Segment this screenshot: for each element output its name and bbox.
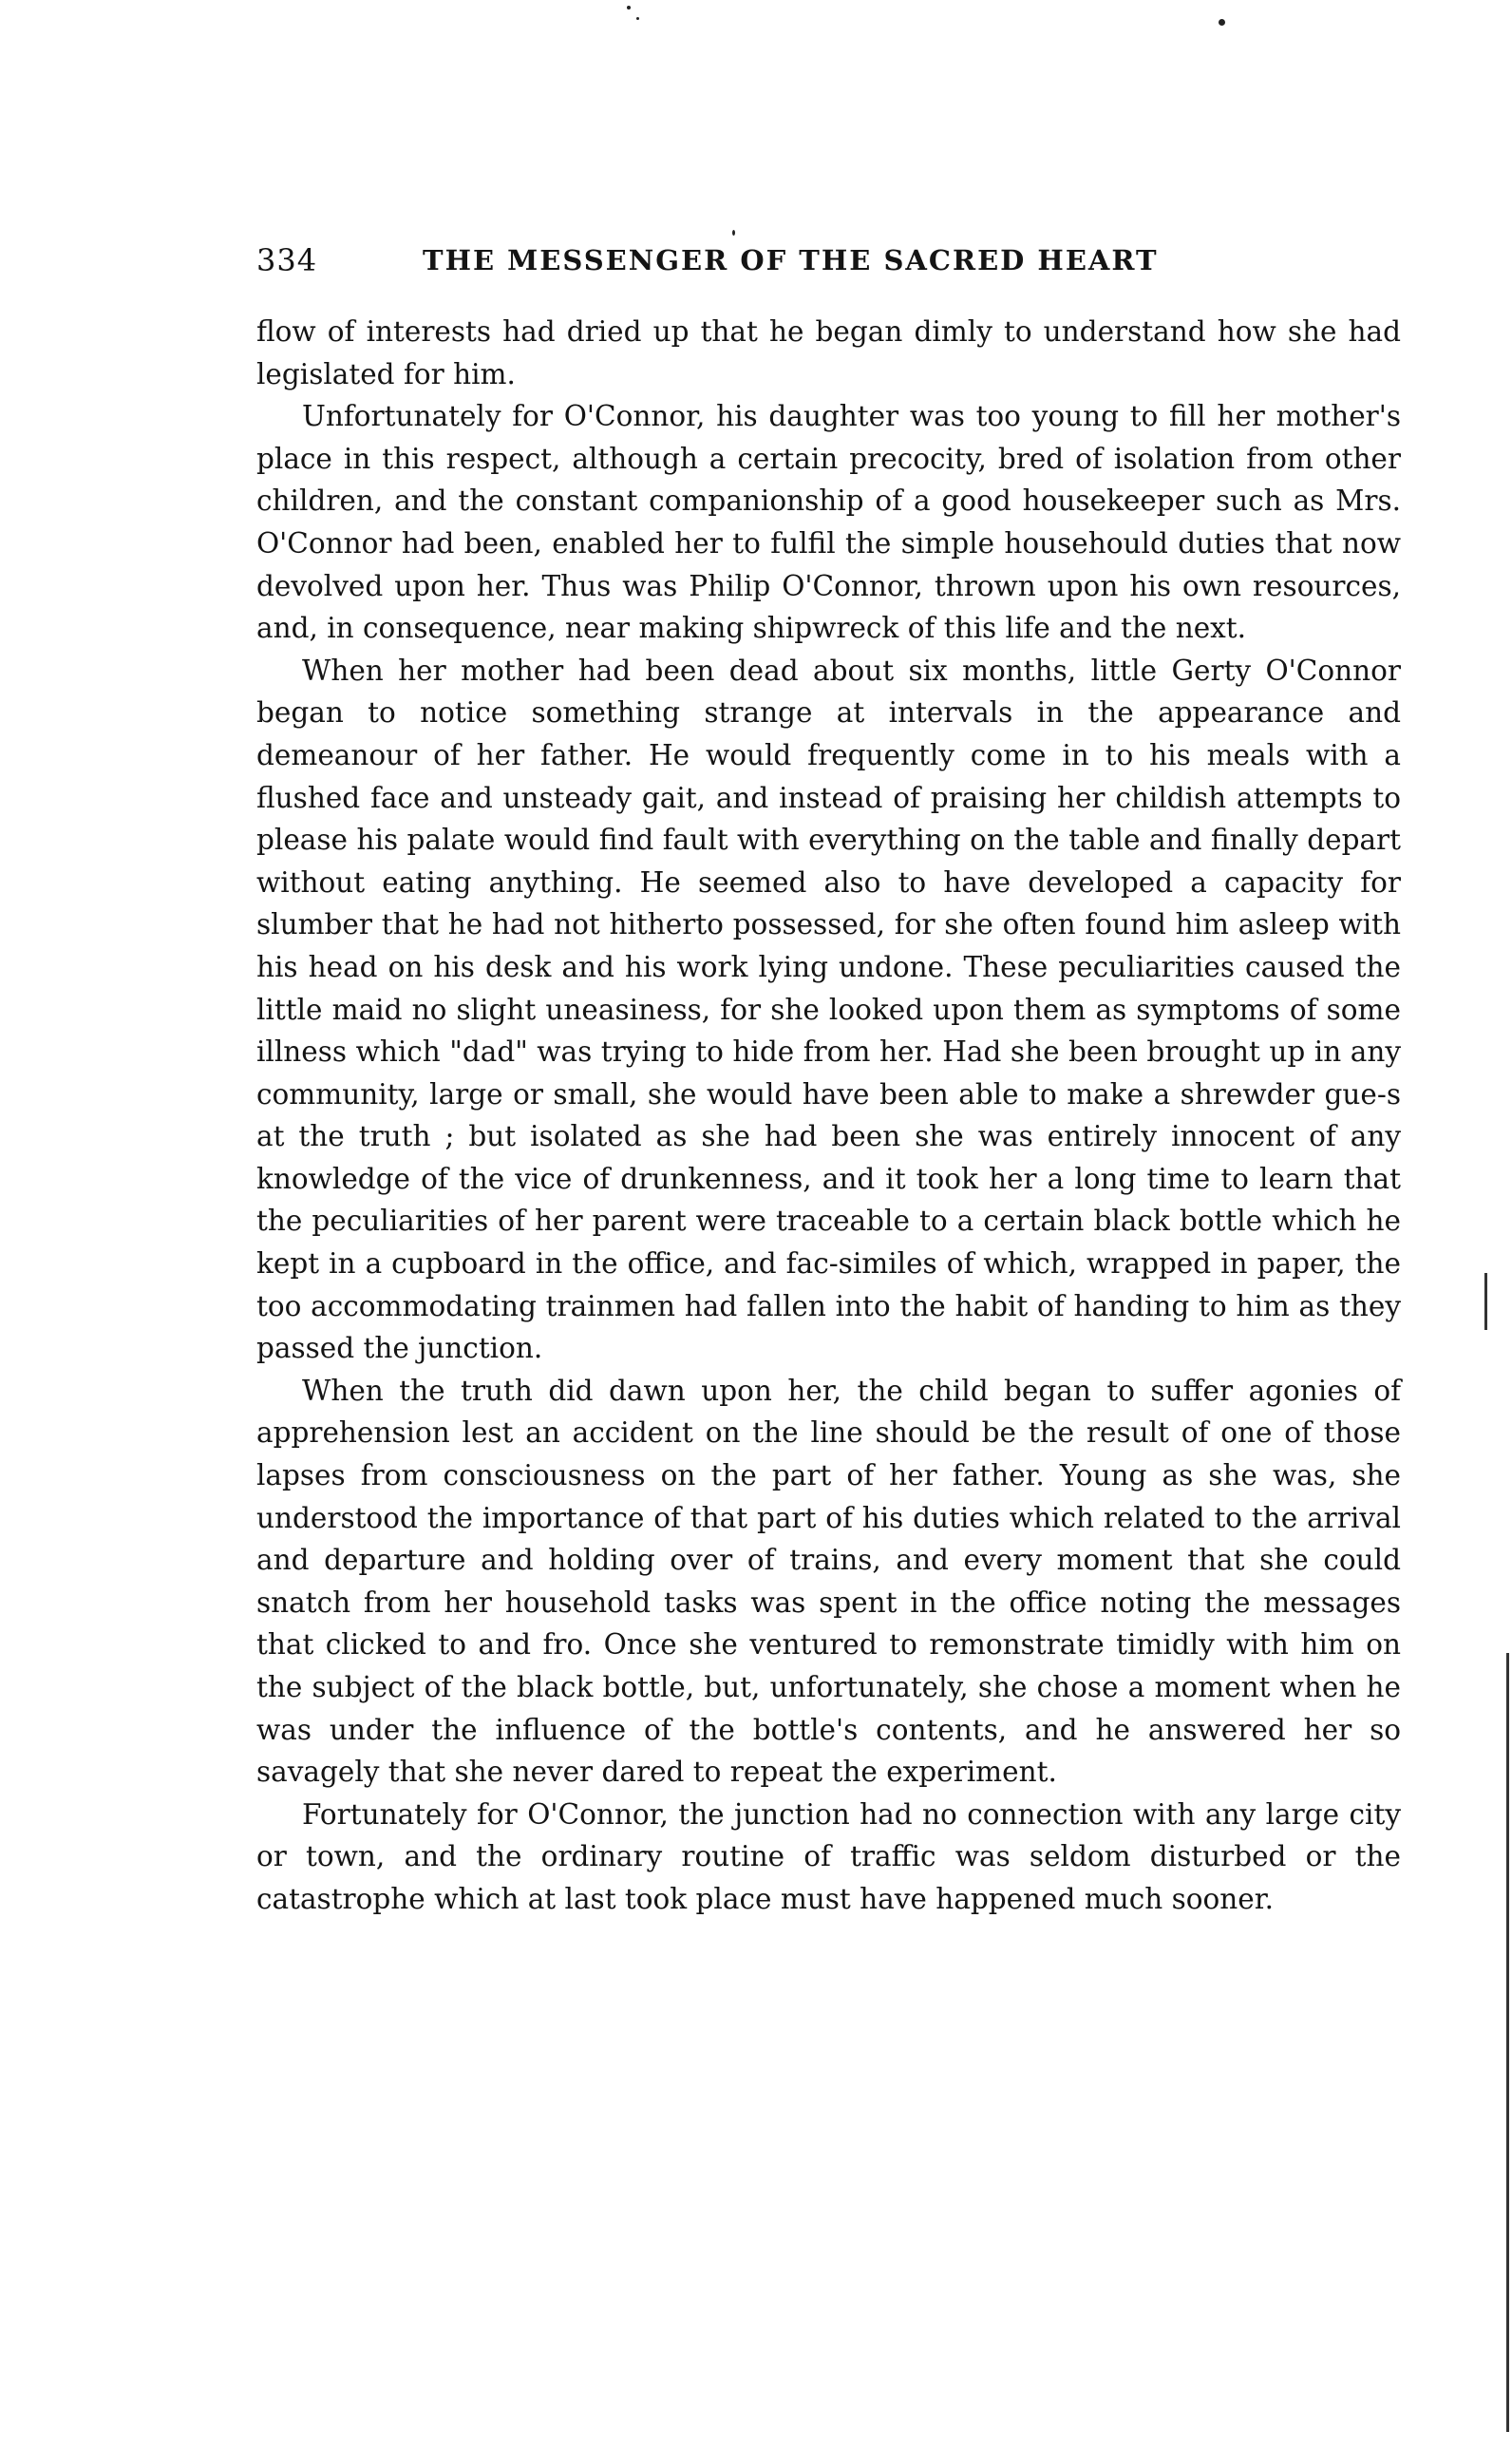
book-page	[256, 242, 1401, 1921]
paragraph: Unfortunately for O'Connor, his daughter was too young to fill her mother's place in this respect, although a certain precocity, bred of isolation from other children, and the constant companionship of a good housekeeper such as Mrs. O'Connor had been, enabled her to fulfil the simple househould duties that now devolved upon her. Thus was Philip O'Connor, thrown upon his own resources, and, in consequence, near making shipwreck of this life and the next.	[256, 400, 1401, 645]
body-text	[256, 311, 1401, 1921]
paragraph: When her mother had been dead about six months, little Gerty O'Connor began to notice something strange at intervals in the appearance and demeanour of her father. He would frequently come in to his meals with a flushed face and unsteady gait, and instead of praising her childish attempts to please his palate would find fault with everything on the table and finally depart without eating anything. He seemed also to have developed a capacity for slumber that he had not hitherto possessed, for she often found him asleep with his head on his desk and his work lying undone. These peculiarities caused the little maid no slight uneasiness, for she looked upon them as symptoms of some illness which "dad" was trying to hide from her. Had she been brought up in any community, large or small, she would have been able to make a shrewder gue-s at the truth ; but isolated as she had been she was entirely innocent of any knowledge of the vice of drunkenness, and it took her a long time to learn that the peculiarities of her parent were traceable to a certain black bottle which he kept in a cupboard in the office, and fac-similes of which, wrapped in paper, the too accommodating trainmen had fallen into the habit of handing to him as they passed the junction.	[256, 654, 1401, 1365]
running-head	[256, 242, 1401, 284]
ink-speck	[1219, 19, 1225, 26]
paragraph: When the truth did dawn upon her, the child began to suffer agonies of apprehension lest an accident on the line should be the result of one of those lapses from consciousness on the part of her father. Young as she was, she understood the importance of that part of his duties which related to the arrival and departure and holding over of trains, and every moment that she could snatch from her household tasks was spent in the office noting the messages that clicked to and fro. Once she ventured to remonstrate timidly with him on the subject of the black bottle, but, unfortunately, she chose a moment when he was under the influence of the bottle's contents, and he answered her so savagely that she never dared to repeat the experiment.	[256, 1374, 1401, 1789]
ink-speck	[627, 6, 631, 9]
page-edge-mark	[1484, 1273, 1487, 1330]
ink-speck	[636, 17, 639, 20]
page-edge-mark	[1506, 1653, 1509, 2432]
paragraph: flow of interests had dried up that he began dimly to understand how she had legislated for him.	[256, 315, 1401, 390]
ink-speck	[732, 230, 735, 236]
paragraph: Fortunately for O'Connor, the junction had no connection with any large city or town, and the ordinary routine of traffic was seldom disturbed or the catastrophe which at last took place must have happened much sooner.	[256, 1797, 1401, 1915]
running-title: THE MESSENGER OF THE SACRED HEART	[423, 244, 1159, 276]
page-number: 334	[256, 242, 318, 278]
